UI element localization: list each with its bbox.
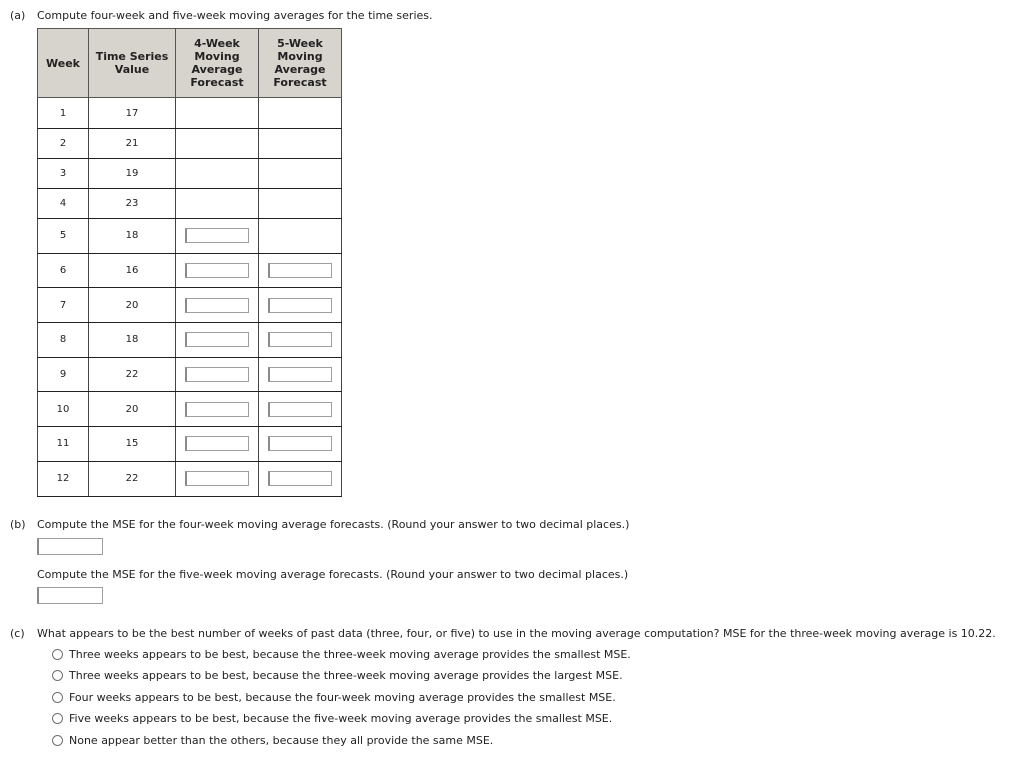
value-cell: 20 — [89, 288, 176, 323]
option-label: Four weeks appears to be best, because the four-week moving average provides the smallest MSE. — [69, 690, 616, 704]
ma5-cell — [259, 427, 342, 462]
ma5-input-week-7[interactable] — [268, 298, 332, 313]
mse-four-week-input[interactable] — [37, 538, 103, 555]
table-row-week-11 — [38, 427, 342, 462]
value-cell: 19 — [89, 159, 176, 189]
table-row-week-2 — [38, 129, 342, 159]
radio-button[interactable] — [52, 649, 63, 660]
ma4-input-week-6[interactable] — [185, 263, 249, 278]
option-label: Three weeks appears to be best, because the three-week moving average provides the smallest MSE. — [69, 647, 631, 661]
value-cell: 21 — [89, 129, 176, 159]
ma4-cell — [176, 323, 259, 358]
ma5-input-week-10[interactable] — [268, 402, 332, 417]
ma5-input-week-9[interactable] — [268, 367, 332, 382]
table-row-week-9 — [38, 357, 342, 392]
week-cell: 12 — [38, 461, 89, 496]
table-row-week-3 — [38, 159, 342, 189]
ma5-cell-empty — [259, 129, 342, 159]
week-cell: 3 — [38, 159, 89, 189]
ma4-cell — [176, 427, 259, 462]
week-cell: 7 — [38, 288, 89, 323]
table-row-week-1 — [38, 98, 342, 129]
ma5-cell-empty — [259, 159, 342, 189]
ma4-input-week-5[interactable] — [185, 228, 249, 243]
table-row-week-12 — [38, 461, 342, 496]
ma4-input-week-10[interactable] — [185, 402, 249, 417]
week-cell: 4 — [38, 189, 89, 219]
value-cell: 15 — [89, 427, 176, 462]
option-none-better[interactable] — [52, 733, 493, 747]
ma5-cell — [259, 461, 342, 496]
value-cell: 22 — [89, 461, 176, 496]
ma4-cell-empty — [176, 98, 259, 129]
ma4-cell — [176, 219, 259, 254]
ma5-input-week-12[interactable] — [268, 471, 332, 486]
ma4-cell-empty — [176, 129, 259, 159]
week-cell: 6 — [38, 253, 89, 288]
part-b-label: (b) — [10, 518, 26, 531]
header-4-week-forecast: 4-Week Moving Average Forecast — [176, 29, 259, 98]
radio-button[interactable] — [52, 692, 63, 703]
part-b-prompt-four-week: Compute the MSE for the four-week moving average forecasts. (Round your answer to two decimal places.) — [37, 518, 630, 531]
ma4-input-week-7[interactable] — [185, 298, 249, 313]
ma4-input-week-8[interactable] — [185, 332, 249, 347]
option-label: Five weeks appears to be best, because the five-week moving average provides the smallest MSE. — [69, 711, 613, 725]
ma5-cell-empty — [259, 98, 342, 129]
radio-button[interactable] — [52, 670, 63, 681]
ma4-cell — [176, 461, 259, 496]
ma5-cell — [259, 288, 342, 323]
part-a-label: (a) — [10, 9, 26, 22]
table-row-week-8 — [38, 323, 342, 358]
table-row-week-7 — [38, 288, 342, 323]
ma5-cell-empty — [259, 189, 342, 219]
header-time-series-value: Time Series Value — [89, 29, 176, 98]
week-cell: 1 — [38, 98, 89, 129]
table-row-week-10 — [38, 392, 342, 427]
ma4-input-week-11[interactable] — [185, 436, 249, 451]
ma4-cell-empty — [176, 159, 259, 189]
ma5-input-week-11[interactable] — [268, 436, 332, 451]
option-five-weeks-smallest[interactable] — [52, 711, 612, 725]
radio-button[interactable] — [52, 735, 63, 746]
value-cell: 17 — [89, 98, 176, 129]
ma5-cell — [259, 253, 342, 288]
ma5-cell — [259, 357, 342, 392]
value-cell: 18 — [89, 219, 176, 254]
ma4-cell — [176, 288, 259, 323]
value-cell: 16 — [89, 253, 176, 288]
header-5-week-forecast: 5-Week Moving Average Forecast — [259, 29, 342, 98]
ma4-cell-empty — [176, 189, 259, 219]
part-b-prompt-five-week: Compute the MSE for the five-week moving average forecasts. (Round your answer to two decimal places.) — [37, 568, 629, 581]
part-c-prompt: What appears to be the best number of weeks of past data (three, four, or five) to use in the moving average computation? MSE for the three-week moving average is 10.22. — [37, 627, 996, 640]
ma5-input-week-8[interactable] — [268, 332, 332, 347]
table-row-week-5 — [38, 219, 342, 254]
ma4-input-week-9[interactable] — [185, 367, 249, 382]
ma5-cell — [259, 323, 342, 358]
value-cell: 18 — [89, 323, 176, 358]
ma5-cell — [259, 392, 342, 427]
moving-average-table — [37, 28, 342, 497]
ma4-input-week-12[interactable] — [185, 471, 249, 486]
part-c-label: (c) — [10, 627, 25, 640]
option-three-weeks-smallest[interactable] — [52, 647, 631, 661]
header-week: Week — [38, 29, 89, 98]
week-cell: 10 — [38, 392, 89, 427]
week-cell: 11 — [38, 427, 89, 462]
option-label: None appear better than the others, because they all provide the same MSE. — [69, 733, 494, 747]
week-cell: 8 — [38, 323, 89, 358]
ma5-input-week-6[interactable] — [268, 263, 332, 278]
value-cell: 22 — [89, 357, 176, 392]
ma4-cell — [176, 392, 259, 427]
ma5-cell-empty — [259, 219, 342, 254]
table-row-week-6 — [38, 253, 342, 288]
week-cell: 5 — [38, 219, 89, 254]
option-three-weeks-largest[interactable] — [52, 668, 623, 682]
option-label: Three weeks appears to be best, because the three-week moving average provides the largest MSE. — [69, 668, 623, 682]
radio-button[interactable] — [52, 713, 63, 724]
mse-five-week-input[interactable] — [37, 587, 103, 604]
value-cell: 20 — [89, 392, 176, 427]
option-four-weeks-smallest[interactable] — [52, 690, 616, 704]
ma4-cell — [176, 357, 259, 392]
ma4-cell — [176, 253, 259, 288]
table-row-week-4 — [38, 189, 342, 219]
part-a-prompt: Compute four-week and five-week moving averages for the time series. — [37, 9, 433, 22]
value-cell: 23 — [89, 189, 176, 219]
week-cell: 2 — [38, 129, 89, 159]
week-cell: 9 — [38, 357, 89, 392]
